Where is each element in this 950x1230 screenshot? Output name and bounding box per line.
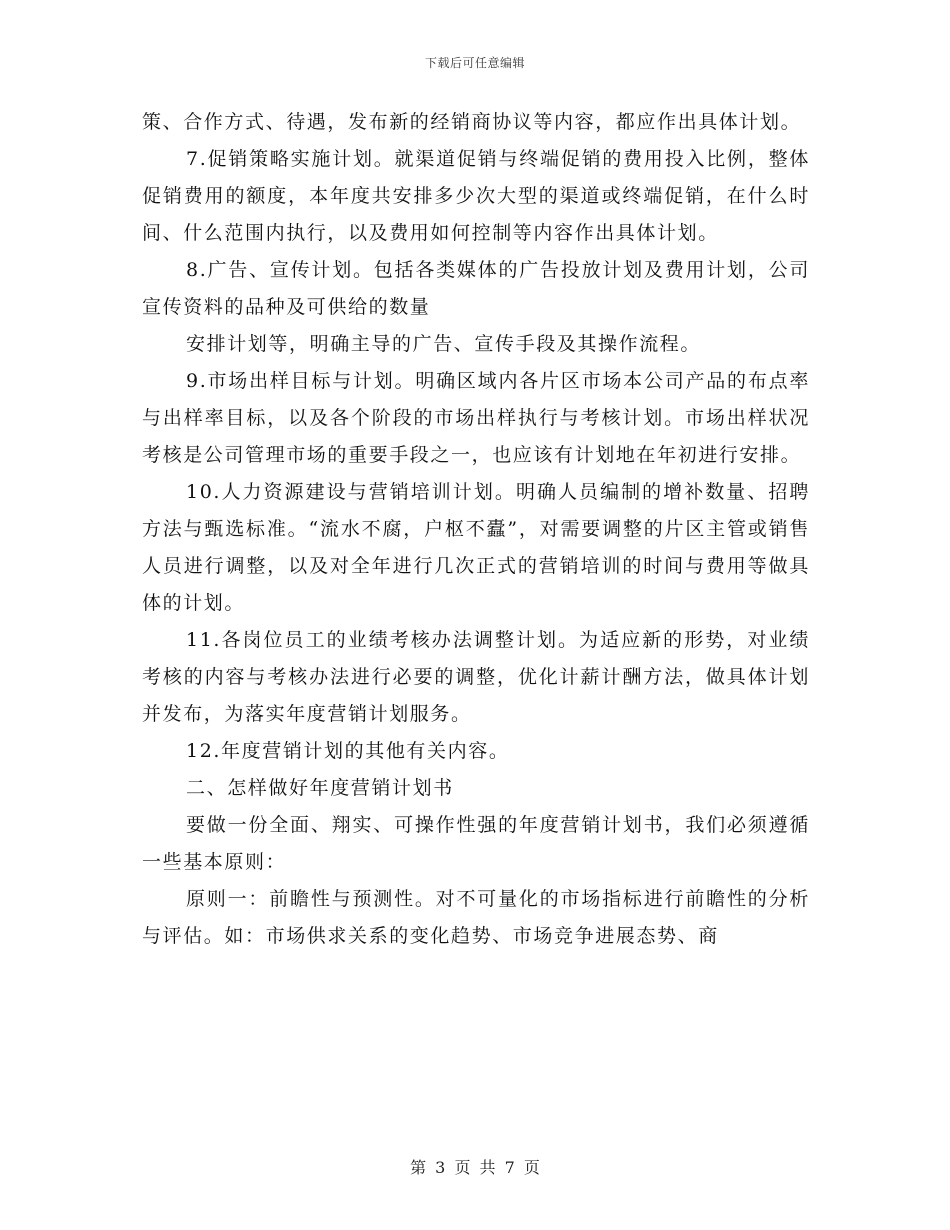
paragraph: 10.人力资源建设与营销培训计划。明确人员编制的增补数量、招聘方法与甄选标准。“流水不腐，户枢不蠹”，对需要调整的片区主管或销售人员进行调整，以及对全年进行几次正式的营销培训的时间与费用等做具体的计划。 xyxy=(142,481,810,614)
page-header: 下载后可任意编辑 xyxy=(424,56,525,70)
paragraph: 11.各岗位员工的业绩考核办法调整计划。为适应新的形势，对业绩考核的内容与考核办法进行必要的调整，优化计薪计酬方法，做具体计划并发布，为落实年度营销计划服务。 xyxy=(142,629,810,725)
section-heading: 二、怎样做好年度营销计划书 xyxy=(186,777,454,799)
paragraph: 要做一份全面、翔实、可操作性强的年度营销计划书，我们必须遵循一些基本原则： xyxy=(142,814,810,873)
paragraph: 安排计划等，明确主导的广告、宣传手段及其操作流程。 xyxy=(186,333,702,355)
page-number-footer: 第 3 页 共 7 页 xyxy=(410,1158,540,1177)
paragraph: 策、合作方式、待遇，发布新的经销商协议等内容，都应作出具体计划。 xyxy=(142,111,802,133)
paragraph: 12.年度营销计划的其他有关内容。 xyxy=(186,740,510,762)
document-body xyxy=(142,104,810,955)
paragraph: 8.广告、宣传计划。包括各类媒体的广告投放计划及费用计划，公司宣传资料的品种及可供给的数量 xyxy=(142,259,810,318)
paragraph: 7.促销策略实施计划。就渠道促销与终端促销的费用投入比例，整体促销费用的额度，本年度共安排多少次大型的渠道或终端促销，在什么时间、什么范围内执行，以及费用如何控制等内容作出具体计划。 xyxy=(142,148,810,244)
paragraph: 9.市场出样目标与计划。明确区域内各片区市场本公司产品的布点率与出样率目标，以及各个阶段的市场出样执行与考核计划。市场出样状况考核是公司管理市场的重要手段之一，也应该有计划地在年初进行安排。 xyxy=(142,370,810,466)
paragraph: 原则一：前瞻性与预测性。对不可量化的市场指标进行前瞻性的分析与评估。如：市场供求关系的变化趋势、市场竞争进展态势、商 xyxy=(142,888,810,947)
